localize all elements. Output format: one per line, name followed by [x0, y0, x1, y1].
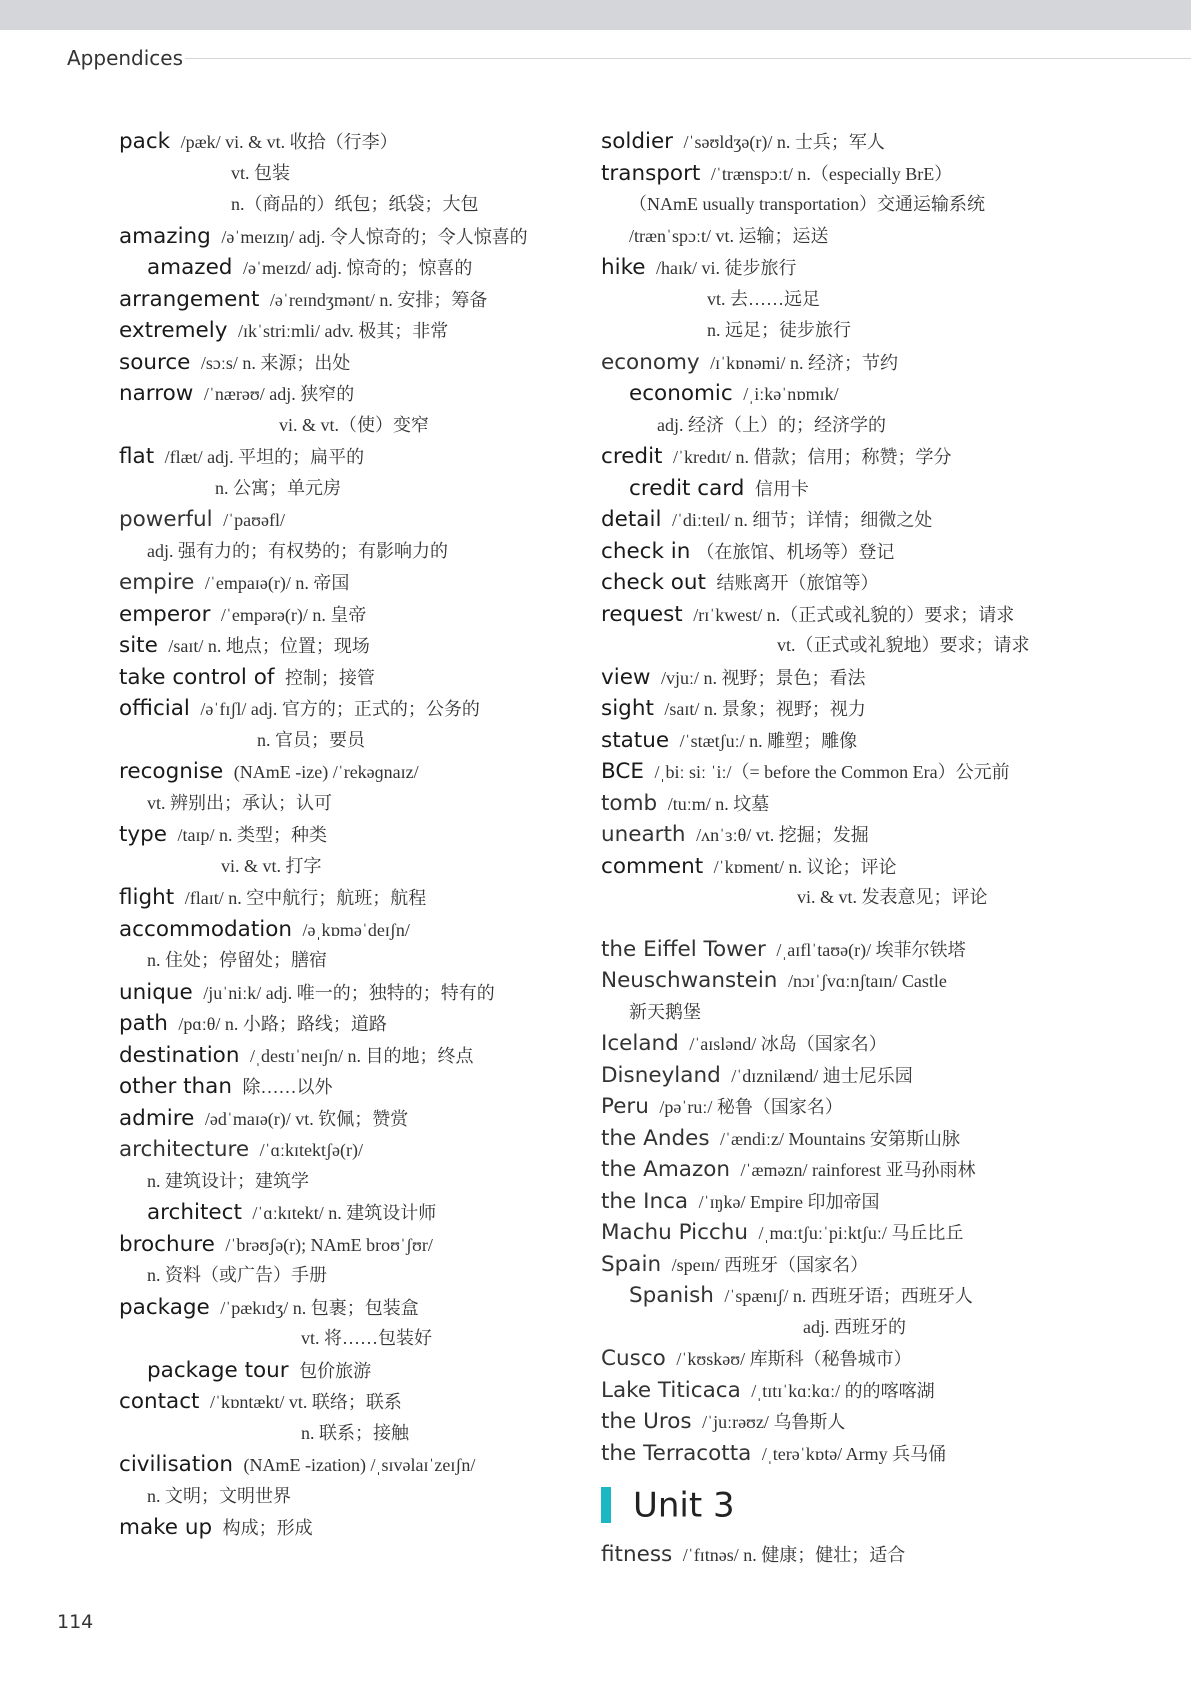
page-number: 114	[57, 1611, 94, 1633]
vocab-entry	[601, 693, 1121, 725]
vocab-definition: /ˈɑːkɪtekt/ n. 建筑设计师	[247, 1203, 437, 1223]
vocab-definition: vt.（正式或礼貌地）要求；请求	[777, 635, 1030, 655]
vocab-headword: statue	[601, 727, 670, 753]
vocab-entry	[601, 1154, 1121, 1186]
vocab-definition: /ˈempaɪə(r)/ n. 帝国	[200, 573, 350, 593]
vocab-definition: /haɪk/ vi. 徒步旅行	[651, 258, 797, 278]
vocab-entry	[119, 1449, 639, 1481]
vocab-headword: detail	[601, 507, 662, 532]
vocab-definition: vi. & vt.（使）变窄	[279, 414, 430, 435]
vocab-entry	[119, 914, 639, 946]
vocab-entry-continuation	[119, 536, 639, 568]
vocab-entry	[119, 1103, 639, 1135]
vocab-headword: the Inca	[601, 1188, 689, 1214]
vocab-entry-continuation	[601, 189, 1121, 221]
vocab-definition: /ˈdɪznilænd/ 迪士尼乐园	[726, 1065, 913, 1086]
vocab-definition: /ˈfɪtnəs/ n. 健康；健壮；适合	[678, 1545, 906, 1565]
vocab-headword: request	[601, 601, 683, 627]
vocab-definition: /əˈfɪʃl/ adj. 官方的；正式的；公务的	[195, 699, 480, 719]
vocab-entry-continuation	[119, 410, 639, 442]
vocab-entry	[119, 662, 639, 694]
vocab-headword: powerful	[119, 507, 213, 532]
vocab-entry-continuation	[119, 1323, 639, 1355]
vocab-headword: Neuschwanstein	[601, 968, 778, 993]
vocab-definition: /ˈɑːkɪtektʃə(r)/	[255, 1140, 363, 1160]
vocab-entry-continuation	[119, 1166, 639, 1198]
vocab-entry	[119, 1292, 639, 1324]
vocab-entry	[119, 1008, 639, 1040]
vocab-definition: /rɪˈkwest/ n.（正式或礼貌的）要求；请求	[688, 604, 1015, 625]
vocab-definition: /pɑːθ/ n. 小路；路线；道路	[173, 1014, 387, 1034]
vocab-definition: /ˈspænɪʃ/ n. 西班牙语；西班牙人	[719, 1286, 973, 1306]
vocab-headword: Peru	[601, 1094, 649, 1119]
vocab-entry	[119, 630, 639, 662]
vocab-entry	[601, 819, 1121, 851]
vocab-headword: empire	[119, 570, 195, 595]
vocab-headword: source	[119, 349, 191, 375]
vocab-definition: /speɪn/ 西班牙（国家名）	[667, 1254, 869, 1275]
vocab-entry	[601, 965, 1121, 997]
vocab-entry	[601, 599, 1121, 631]
vocab-definition: vt. 去……远足	[707, 288, 821, 309]
vocab-definition: /ˈændiːz/ Mountains 安第斯山脉	[715, 1128, 961, 1149]
vocab-entry	[601, 1539, 1121, 1571]
vocab-headword: Iceland	[601, 1031, 679, 1056]
group-spacer	[601, 914, 1121, 934]
vocab-headword: package	[119, 1294, 210, 1320]
vocab-entry	[601, 1375, 1121, 1407]
vocab-definition: （在旅馆、机场等）登记	[696, 541, 895, 562]
vocab-definition: n. 远足；徒步旅行	[707, 320, 851, 340]
vocab-definition: /trænˈspɔːt/ vt. 运输；运送	[629, 225, 829, 246]
vocab-entry	[601, 504, 1121, 536]
vocab-definition: vt. 包装	[231, 162, 291, 183]
vocab-headword: tomb	[601, 790, 658, 816]
vocab-entry	[601, 788, 1121, 820]
vocab-entry	[119, 1512, 639, 1544]
vocab-definition: n.（商品的）纸包；纸袋；大包	[231, 194, 479, 214]
vocab-entry-continuation	[601, 410, 1121, 442]
vocab-entry-continuation	[601, 284, 1121, 316]
vocab-definition: /tuːm/ n. 坟墓	[663, 793, 770, 814]
vocab-headword: take control of	[119, 664, 275, 690]
vocab-headword: flight	[119, 885, 175, 910]
vocab-entry	[601, 567, 1121, 599]
vocab-entry	[601, 1438, 1121, 1470]
vocab-entry	[601, 1028, 1121, 1060]
vocab-definition: （NAmE usually transportation）交通运输系统	[629, 194, 985, 214]
vocab-entry	[119, 882, 639, 914]
vocab-entry	[601, 1249, 1121, 1281]
vocab-entry	[601, 252, 1121, 284]
vocabulary-group-unit2-words	[601, 126, 1121, 914]
section-header: Appendices	[67, 46, 184, 70]
vocab-definition: /ʌnˈɜːθ/ vt. 挖掘；发掘	[691, 825, 869, 845]
vocab-definition: 控制；接管	[280, 667, 375, 688]
vocab-definition: /flaɪt/ n. 空中航行；航班；航程	[180, 888, 427, 908]
vocab-entry	[119, 1071, 639, 1103]
vocab-definition: 构成；形成	[218, 1518, 313, 1538]
vocab-definition: /ˈkɒntækt/ vt. 联络；联系	[205, 1392, 402, 1412]
vocab-entry	[601, 1186, 1121, 1218]
vocab-entry	[119, 756, 639, 788]
vocab-definition: n. 官员；要员	[257, 729, 365, 750]
vocab-entry-continuation	[601, 1312, 1121, 1344]
vocab-definition: /saɪt/ n. 地点；位置；现场	[163, 636, 370, 656]
vocab-entry	[119, 315, 639, 347]
vocab-definition: /taɪp/ n. 类型；种类	[173, 825, 328, 845]
vocab-entry	[601, 126, 1121, 158]
vocab-entry	[601, 725, 1121, 757]
vocab-entry	[601, 441, 1121, 473]
vocab-headword: unique	[119, 979, 193, 1005]
vocab-entry	[601, 473, 1121, 505]
vocab-definition: (NAmE -ize) /ˈrekəɡnaɪz/	[229, 762, 419, 782]
vocab-headword: view	[601, 664, 651, 690]
vocab-definition: /ˈaɪslənd/ 冰岛（国家名）	[684, 1034, 887, 1054]
vocab-headword: Lake Titicaca	[601, 1377, 741, 1403]
vocab-entry-continuation	[601, 315, 1121, 347]
vocab-entry-continuation	[119, 725, 639, 757]
vocab-entry-continuation	[119, 851, 639, 883]
vocab-definition: /əˈreɪndʒmənt/ n. 安排；筹备	[265, 289, 488, 310]
vocab-definition: adj. 西班牙的	[803, 1316, 906, 1337]
vocab-definition: vi. & vt. 打字	[221, 855, 322, 876]
vocab-headword: flat	[119, 444, 155, 469]
vocab-definition: /ˈkʊskəʊ/ 库斯科（秘鲁城市）	[671, 1349, 912, 1369]
vocab-definition: /ˈempərə(r)/ n. 皇帝	[216, 604, 367, 625]
vocab-definition: /juˈniːk/ adj. 唯一的；独特的；特有的	[198, 982, 495, 1003]
vocab-entry	[601, 347, 1121, 379]
vocab-definition: /ɪkˈstriːmli/ adv. 极其；非常	[233, 321, 449, 341]
unit-heading	[601, 1477, 1121, 1533]
vocabulary-group-unit3	[601, 1539, 1121, 1571]
vocabulary-column-left	[119, 126, 639, 1544]
vocab-definition: n. 文明；文明世界	[147, 1485, 291, 1506]
vocab-headword: emperor	[119, 601, 211, 627]
vocab-entry-continuation	[119, 1418, 639, 1450]
vocab-headword: the Amazon	[601, 1157, 731, 1182]
vocab-entry-continuation	[119, 1481, 639, 1513]
vocab-headword: admire	[119, 1105, 195, 1131]
vocab-definition: /ˈdiːteɪl/ n. 细节；详情；细微之处	[667, 510, 933, 530]
vocab-entry	[119, 1134, 639, 1166]
vocab-headword: type	[119, 822, 168, 847]
vocab-headword: sight	[601, 696, 654, 721]
vocab-definition: /saɪt/ n. 景象；视野；视力	[659, 699, 866, 719]
vocab-headword: the Uros	[601, 1409, 692, 1434]
vocab-definition: /ˌbiː siː ˈiː/（= before the Common Era）公元前	[649, 762, 1010, 782]
vocab-headword: Cusco	[601, 1346, 666, 1371]
vocab-definition: /nɔɪˈʃvɑːnʃtaɪn/ Castle	[783, 971, 947, 991]
vocab-definition: /ˈkredɪt/ n. 借款；信用；称赞；学分	[668, 447, 952, 467]
vocab-headword: package tour	[147, 1357, 289, 1383]
vocab-entry	[119, 284, 639, 316]
vocab-headword: recognise	[119, 759, 224, 784]
vocab-entry	[601, 536, 1121, 568]
vocab-headword: make up	[119, 1515, 213, 1540]
vocab-entry	[119, 1355, 639, 1387]
vocab-headword: Machu Picchu	[601, 1220, 748, 1245]
vocab-entry	[119, 504, 639, 536]
vocab-headword: comment	[601, 853, 704, 879]
vocab-headword: architecture	[119, 1137, 250, 1162]
vocab-headword: contact	[119, 1389, 200, 1414]
vocab-entry	[601, 1060, 1121, 1092]
vocab-headword: the Eiffel Tower	[601, 936, 766, 962]
vocab-definition: /ˌaɪflˈtaʊə(r)/ 埃菲尔铁塔	[771, 939, 966, 960]
vocab-definition: adj. 强有力的；有权势的；有影响力的	[147, 540, 448, 561]
vocab-definition: vt. 辨别出；承认；认可	[147, 792, 333, 813]
vocab-headword: amazing	[119, 223, 211, 249]
vocab-headword: accommodation	[119, 916, 293, 942]
vocab-headword: arrangement	[119, 286, 260, 312]
vocab-definition: n. 公寓；单元房	[215, 477, 341, 498]
vocab-entry	[119, 1386, 639, 1418]
vocab-definition: /ˈsəʊldʒə(r)/ n. 士兵；军人	[679, 132, 885, 152]
vocab-entry	[119, 126, 639, 158]
vocab-definition: /ˌiːkəˈnɒmɪk/	[738, 384, 839, 404]
vocab-entry	[119, 347, 639, 379]
vocab-definition: 除……以外	[237, 1077, 333, 1097]
vocab-headword: pack	[119, 129, 171, 154]
vocab-definition: /ˈpaʊəfl/	[218, 510, 285, 530]
vocab-headword: transport	[601, 160, 701, 186]
vocab-definition: 结账离开（旅馆等）	[712, 573, 879, 593]
header-rule	[185, 58, 1191, 59]
vocab-headword: check out	[601, 570, 706, 595]
vocab-headword: economy	[601, 349, 700, 375]
vocab-definition: adj. 经济（上）的；经济学的	[657, 414, 886, 435]
vocab-entry	[119, 1229, 639, 1261]
vocab-entry	[601, 934, 1121, 966]
vocab-definition: /ˈstætʃuː/ n. 雕塑；雕像	[675, 730, 858, 751]
vocab-headword: site	[119, 633, 158, 658]
vocab-entry	[119, 1197, 639, 1229]
vocab-definition: /ˈɪŋkə/ Empire 印加帝国	[694, 1191, 880, 1212]
vocab-definition: /ˈtrænspɔːt/ n.（especially BrE）	[706, 163, 953, 184]
unit-heading-title: Unit 3	[633, 1485, 735, 1526]
vocab-entry-continuation	[119, 473, 639, 505]
vocab-definition: /flæt/ adj. 平坦的；扁平的	[160, 447, 365, 467]
vocab-definition: /sɔːs/ n. 来源；出处	[196, 352, 351, 373]
vocab-definition: /ˈkɒment/ n. 议论；评论	[709, 856, 897, 877]
vocab-headword: Spain	[601, 1251, 662, 1277]
vocab-headword: brochure	[119, 1231, 215, 1257]
vocab-entry	[601, 662, 1121, 694]
vocab-definition: /ˌtɪtɪˈkɑːkɑː/ 的的喀喀湖	[746, 1380, 935, 1401]
vocabulary-column-right	[601, 126, 1121, 1571]
vocab-headword: BCE	[601, 759, 644, 784]
vocab-definition: /pəˈruː/ 秘鲁（国家名）	[654, 1097, 843, 1117]
vocab-headword: amazed	[147, 255, 233, 280]
vocab-headword: check in	[601, 538, 691, 564]
vocab-entry	[601, 1091, 1121, 1123]
vocab-definition: n. 联系；接触	[301, 1422, 409, 1443]
vocab-entry-continuation	[119, 1260, 639, 1292]
vocab-entry	[601, 1406, 1121, 1438]
vocab-headword: economic	[629, 381, 733, 406]
vocab-headword: credit	[601, 444, 663, 469]
vocab-definition: /ˌmɑːtʃuːˈpiːktʃuː/ 马丘比丘	[754, 1223, 964, 1243]
vocab-entry	[119, 693, 639, 725]
vocab-entry	[601, 1123, 1121, 1155]
vocab-headword: fitness	[601, 1542, 673, 1567]
vocab-entry-continuation	[601, 221, 1121, 253]
vocab-headword: soldier	[601, 129, 674, 154]
vocab-headword: extremely	[119, 318, 228, 343]
vocab-definition: 新天鹅堡	[629, 1001, 701, 1022]
vocab-entry	[601, 378, 1121, 410]
vocab-entry	[119, 819, 639, 851]
vocab-entry	[601, 1280, 1121, 1312]
vocab-headword: official	[119, 696, 190, 721]
vocabulary-group-proper-nouns	[601, 934, 1121, 1470]
vocab-headword: unearth	[601, 822, 686, 847]
vocab-definition: n. 建筑设计；建筑学	[147, 1170, 309, 1191]
vocab-definition: (NAmE -ization) /ˌsɪvəlaɪˈzeɪʃn/	[239, 1455, 476, 1475]
vocab-headword: other than	[119, 1074, 232, 1099]
vocab-entry	[119, 1040, 639, 1072]
vocab-definition: /ˈbrəʊʃə(r); NAmE broʊˈʃʊr/	[220, 1234, 433, 1255]
top-band	[0, 0, 1191, 30]
vocab-definition: /ˈjuːrəʊz/ 乌鲁斯人	[697, 1412, 846, 1432]
vocab-definition: /ˈæməzn/ rainforest 亚马孙雨林	[736, 1160, 976, 1180]
vocab-entry-continuation	[119, 945, 639, 977]
vocab-definition: vt. 将……包装好	[301, 1328, 433, 1348]
vocab-definition: /ˌterəˈkɒtə/ Army 兵马俑	[757, 1443, 947, 1464]
unit-heading-bar	[601, 1487, 611, 1523]
vocab-definition: /əˈmeɪzɪŋ/ adj. 令人惊奇的；令人惊喜的	[216, 226, 528, 247]
vocab-headword: the Terracotta	[601, 1440, 752, 1466]
vocab-definition: /ɪˈkɒnəmi/ n. 经济；节约	[705, 352, 899, 373]
vocab-entry	[119, 567, 639, 599]
vocab-entry	[119, 378, 639, 410]
vocab-definition: /ˈpækɪdʒ/ n. 包裹；包装盒	[215, 1297, 419, 1318]
vocab-definition: n. 住处；停留处；膳宿	[147, 950, 327, 970]
vocab-entry-continuation	[119, 189, 639, 221]
vocab-definition: /ˈnærəʊ/ adj. 狭窄的	[199, 384, 355, 404]
vocab-headword: destination	[119, 1042, 240, 1068]
vocab-headword: architect	[147, 1200, 242, 1225]
vocab-headword: hike	[601, 255, 646, 280]
vocab-definition: 包价旅游	[294, 1360, 372, 1381]
vocab-definition: 信用卡	[750, 478, 809, 499]
vocab-definition: /əˈmeɪzd/ adj. 惊奇的；惊喜的	[238, 258, 473, 278]
vocab-entry-continuation	[601, 882, 1121, 914]
vocab-headword: path	[119, 1011, 168, 1036]
vocab-entry-continuation	[601, 630, 1121, 662]
vocab-definition: /ˌdestɪˈneɪʃn/ n. 目的地；终点	[245, 1045, 474, 1066]
vocab-definition: /vjuː/ n. 视野；景色；看法	[656, 667, 866, 688]
vocab-entry-continuation	[119, 158, 639, 190]
vocab-headword: Disneyland	[601, 1062, 721, 1088]
vocab-definition: /pæk/ vi. & vt. 收拾（行李）	[176, 132, 398, 152]
vocab-headword: Spanish	[629, 1283, 714, 1308]
vocab-entry	[119, 599, 639, 631]
vocab-entry	[601, 851, 1121, 883]
vocab-entry	[119, 221, 639, 253]
vocab-entry	[119, 977, 639, 1009]
vocab-entry	[119, 252, 639, 284]
vocab-entry	[601, 756, 1121, 788]
vocab-entry	[601, 1217, 1121, 1249]
vocab-entry	[601, 1343, 1121, 1375]
vocab-headword: credit card	[629, 475, 745, 501]
vocab-entry-continuation	[119, 788, 639, 820]
vocab-definition: /ədˈmaɪə(r)/ vt. 钦佩；赞赏	[200, 1108, 409, 1129]
vocab-definition: vi. & vt. 发表意见；评论	[797, 887, 988, 907]
vocab-entry	[119, 441, 639, 473]
vocab-definition: /əˌkɒməˈdeɪʃn/	[298, 919, 410, 940]
vocab-entry-continuation	[601, 997, 1121, 1029]
vocab-headword: narrow	[119, 381, 194, 406]
vocab-headword: civilisation	[119, 1452, 233, 1477]
vocab-definition: n. 资料（或广告）手册	[147, 1265, 327, 1285]
vocab-headword: the Andes	[601, 1125, 710, 1151]
vocab-entry	[601, 158, 1121, 190]
